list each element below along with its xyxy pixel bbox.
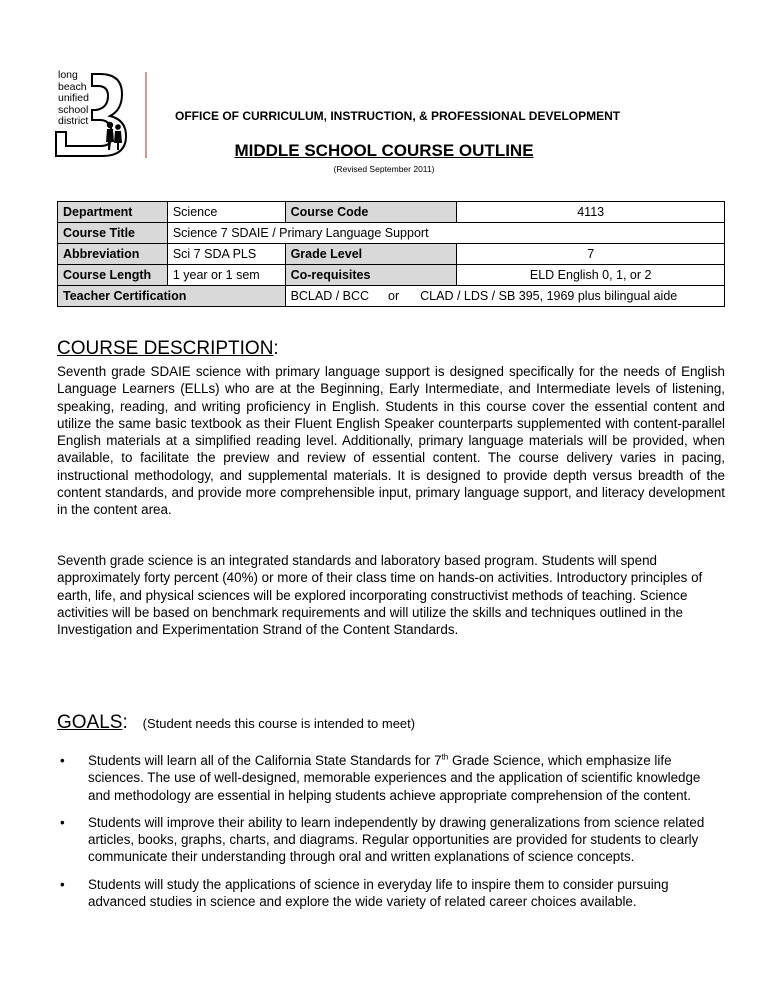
abbreviation-value: Sci 7 SDA PLS — [167, 244, 285, 265]
course-code-label: Course Code — [285, 202, 457, 223]
revised-date: (Revised September 2011) — [333, 164, 435, 174]
logo-line: school — [58, 103, 89, 116]
bullet-icon: • — [60, 753, 65, 768]
list-item — [57, 814, 725, 866]
course-length-value: 1 year or 1 sem — [167, 265, 285, 286]
corequisites-value: ELD English 0, 1, or 2 — [457, 265, 725, 286]
bullet-icon: • — [60, 876, 65, 892]
list-item — [57, 876, 725, 911]
logo-line: long — [58, 69, 78, 81]
description-paragraph-1: Seventh grade SDAIE science with primary language support is designed specifically for the needs of English Language Learners (ELLs) who are at the Beginning, Early Intermediate, and Intermediate levels of listening, speaking, reading, and writing proficiency in English. Students in this course cover the essential content and utilize the same basic textbook as their Fluent English Speaker counterparts supplemented with content-parallel English materials at a simplified reading level. Additionally, primary language materials will be provided, when available, to facilitate the preview and review of essential content. The course delivery varies in pacing, instructional methodology, and supplemental materials. It is designed to provide depth versus breadth of the content standards, and provide more comprehensible input, primary language support, and literacy development in the content area. — [57, 364, 725, 518]
teacher-cert-or: or — [388, 289, 400, 303]
department-label: Department — [58, 202, 168, 223]
office-heading: OFFICE OF CURRICULUM, INSTRUCTION, & PROFESSIONAL DEVELOPMENT — [175, 109, 621, 123]
goal-1-text-b: Grade Science, which emphasize life sciences. The use of well-designed, memorable experiences and the application of scientific knowledge and methodology are essential in helping students achieve appropriate comprehension of the content. — [88, 753, 701, 803]
department-value: Science — [167, 202, 285, 223]
goals-heading — [57, 712, 415, 734]
table-row — [58, 265, 725, 286]
course-title-value: Science 7 SDAIE / Primary Language Support — [167, 223, 724, 244]
course-info-table — [57, 201, 725, 307]
course-length-label: Course Length — [58, 265, 168, 286]
course-description-heading-text: COURSE DESCRIPTION — [57, 338, 274, 359]
goals-note: (Student needs this course is intended to meet) — [142, 716, 416, 731]
grade-level-value: 7 — [457, 244, 725, 265]
goals-colon: : — [122, 712, 128, 733]
teacher-cert-option-1: BCLAD / BCC — [290, 289, 370, 303]
logo-line: beach — [58, 80, 87, 93]
bullet-icon: • — [60, 814, 65, 830]
logo-text — [58, 70, 89, 128]
course-code-value: 4113 — [457, 202, 725, 223]
teacher-cert-label: Teacher Certification — [58, 286, 286, 307]
grade-level-label: Grade Level — [285, 244, 457, 265]
goal-3-text: Students will study the applications of science in everyday life to inspire them to consider pursuing advanced studies in science and explore the wide variety of related career choices available. — [88, 876, 669, 910]
goal-2-text: Students will improve their ability to learn independently by drawing generalizations from science related articles, books, graphs, charts, and diagrams. Regular opportunities are provided for students to clearly communicate their understanding through oral and written explanations of science concepts. — [88, 814, 705, 865]
list-item — [57, 752, 725, 804]
teacher-cert-value — [285, 286, 724, 307]
goals-list — [57, 752, 725, 920]
table-row — [58, 286, 725, 307]
goal-1-text-a: Students will learn all of the California State Standards for 7 — [88, 753, 442, 768]
logo-line: unified — [58, 92, 89, 104]
teacher-cert-option-2: CLAD / LDS / SB 395, 1969 plus bilingual aide — [420, 289, 678, 303]
logo-line: district — [58, 115, 89, 127]
description-paragraph-2: Seventh grade science is an integrated standards and laboratory based program. Students will spend approximately forty percent (40%) or more of their class time on hands-on activities. Introductory principles of earth, life, and physical sciences will be explored incorporating constructivist methods of teaching. Science activities will be based on benchmark requirements and will utilize the skills and techniques outlined in the Investigation and Experimentation Strand of the Content Standards. — [57, 553, 703, 638]
corequisites-label: Co-requisites — [285, 265, 457, 286]
goals-heading-text: GOALS — [57, 712, 123, 733]
table-row — [58, 244, 725, 265]
table-row — [58, 223, 725, 244]
heading-colon: : — [273, 338, 279, 359]
table-row — [58, 202, 725, 223]
goal-1-superscript: th — [441, 752, 449, 762]
abbreviation-label: Abbreviation — [58, 244, 168, 265]
course-title-label: Course Title — [58, 223, 168, 244]
course-description-heading — [57, 338, 279, 360]
page-title: MIDDLE SCHOOL COURSE OUTLINE — [234, 141, 534, 160]
